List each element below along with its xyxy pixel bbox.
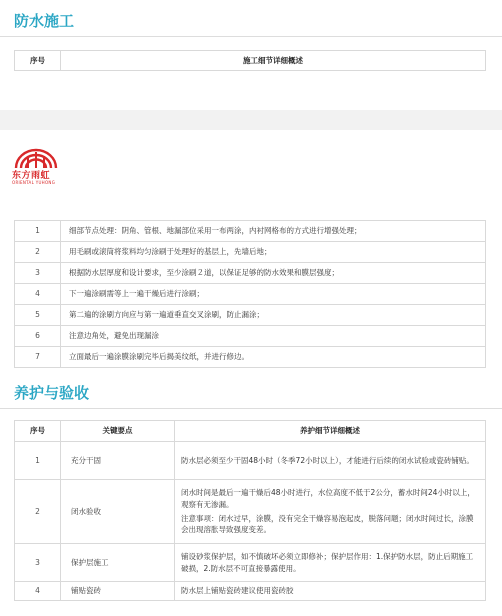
col-header-no: 序号 <box>15 51 61 71</box>
table-row <box>15 544 486 582</box>
logo-name-en: ORIENTAL YUHONG <box>12 180 56 185</box>
section-divider <box>0 408 502 409</box>
detail-paragraph: 铺设砂浆保护层，如不慎破坏必须立即修补；保护层作用：1.保护防水层，防止后期施工破损，2.防水层不可直接暴露使用。 <box>181 551 474 573</box>
curing-detail <box>175 544 486 582</box>
table-row <box>15 221 486 242</box>
step-text: 细部节点处理：阴角、管根、地漏部位采用一布两涂，内衬网格布的方式进行增强处理； <box>61 221 486 242</box>
construction-steps-table <box>14 220 486 368</box>
step-number: 1 <box>15 221 61 242</box>
curing-title: 养护与验收 <box>14 384 90 402</box>
step-number: 7 <box>15 347 61 368</box>
curing-detail <box>175 582 486 601</box>
col-header-detail: 施工细节详细概述 <box>61 51 486 71</box>
col-header-detail: 养护细节详细概述 <box>175 421 486 442</box>
key-point: 铺贴瓷砖 <box>61 582 175 601</box>
row-number: 4 <box>15 582 61 601</box>
step-text: 立面最后一遍涂膜涂刷完毕后揭美纹纸，并进行修边。 <box>61 347 486 368</box>
table-row <box>15 347 486 368</box>
step-number: 6 <box>15 326 61 347</box>
key-point: 闭水验收 <box>61 480 175 544</box>
row-number: 3 <box>15 544 61 582</box>
curing-detail <box>175 480 486 544</box>
step-text: 用毛刷或滚筒将浆料均匀涂刷于处理好的基层上，先墙后地； <box>61 242 486 263</box>
step-text: 根据防水层厚度和设计要求，至少涂刷２道，以保证足够的防水效果和膜层强度； <box>61 263 486 284</box>
key-point: 充分干固 <box>61 442 175 480</box>
page-gap <box>0 110 502 130</box>
table-row <box>15 284 486 305</box>
step-number: 2 <box>15 242 61 263</box>
table-row <box>15 442 486 480</box>
curing-detail <box>175 442 486 480</box>
step-text: 第二遍的涂刷方向应与第一遍道垂直交叉涂刷，防止漏涂； <box>61 305 486 326</box>
step-text: 注意边角处，避免出现漏涂 <box>61 326 486 347</box>
table-row <box>15 480 486 544</box>
step-number: 4 <box>15 284 61 305</box>
construction-header-table <box>14 50 486 71</box>
key-point: 保护层施工 <box>61 544 175 582</box>
detail-paragraph: 注意事项：闭水过早，涂膜，没有完全干燥容易泡起皮，脱落问题；闭水时间过长，涂膜会出现溶胀导致强度变差。 <box>181 513 474 535</box>
step-number: 3 <box>15 263 61 284</box>
curing-table <box>14 420 486 601</box>
table-row <box>15 242 486 263</box>
detail-paragraph: 防水层必须至少干固48小时（冬季72小时以上），才能进行后续的闭水试验或瓷砖铺贴。 <box>181 455 474 465</box>
detail-paragraph: 防水层上铺贴瓷砖建议使用瓷砖胶 <box>181 586 294 596</box>
row-number: 1 <box>15 442 61 480</box>
table-row <box>15 263 486 284</box>
col-header-no: 序号 <box>15 421 61 442</box>
table-row <box>15 326 486 347</box>
col-header-key: 关键要点 <box>61 421 175 442</box>
section-divider <box>0 36 502 37</box>
detail-paragraph: 闭水时间是最后一遍干燥后48小时进行，水位高度不低于2公分，蓄水时间24小时以上，观察有无渗漏。 <box>181 488 475 509</box>
row-number: 2 <box>15 480 61 544</box>
step-text: 下一遍涂刷需等上一遍干燥后进行涂刷； <box>61 284 486 305</box>
step-number: 5 <box>15 305 61 326</box>
waterproof-title: 防水施工 <box>14 12 75 30</box>
logo-name-cn: 东方雨虹 <box>12 171 51 181</box>
table-row <box>15 582 486 601</box>
table-row <box>15 305 486 326</box>
